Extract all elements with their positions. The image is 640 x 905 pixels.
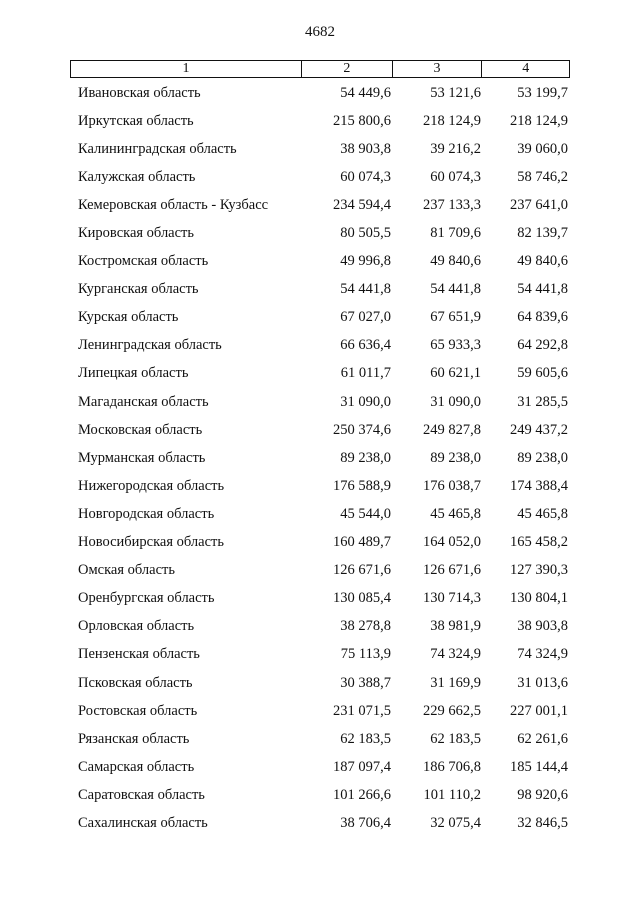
column-2-value: 38 903,8: [340, 140, 391, 157]
column-2-value: 160 489,7: [333, 534, 391, 551]
region-name-cell: Оренбургская область: [78, 590, 215, 607]
region-name-cell: Рязанская область: [78, 730, 190, 747]
region-name-cell: Магаданская область: [78, 393, 209, 410]
column-2-value: 215 800,6: [333, 112, 391, 129]
table-row: [70, 557, 570, 585]
column-4-value: 89 238,0: [517, 449, 568, 466]
column-2-value: 49 996,8: [340, 253, 391, 270]
region-name-cell: Ленинградская область: [78, 337, 222, 354]
column-4-value: 127 390,3: [510, 562, 568, 579]
table-row: [70, 781, 570, 809]
column-header-3: 3: [393, 61, 483, 77]
region-name-cell: Ивановская область: [78, 84, 201, 101]
column-4-value: 53 199,7: [517, 84, 568, 101]
column-2-value: 38 278,8: [340, 618, 391, 635]
column-2-value: 54 441,8: [340, 281, 391, 298]
region-name-cell: Новгородская область: [78, 505, 215, 522]
column-4-value: 185 144,4: [510, 758, 568, 775]
region-name-cell: Ростовская область: [78, 702, 198, 719]
column-2-value: 80 505,5: [340, 225, 391, 242]
table-row: [70, 163, 570, 191]
table-row: [70, 809, 570, 837]
column-3-value: 38 981,9: [430, 618, 481, 635]
column-3-value: 81 709,6: [430, 225, 481, 242]
column-4-value: 130 804,1: [510, 590, 568, 607]
column-3-value: 60 621,1: [430, 365, 481, 382]
table-header-row: [70, 60, 570, 78]
column-4-value: 74 324,9: [517, 646, 568, 663]
region-name-cell: Московская область: [78, 421, 203, 438]
column-4-value: 38 903,8: [517, 618, 568, 635]
table-row: [70, 725, 570, 753]
column-2-value: 89 238,0: [340, 449, 391, 466]
page-number: 4682: [305, 24, 335, 40]
region-name-cell: Липецкая область: [78, 365, 189, 382]
column-3-value: 60 074,3: [430, 168, 481, 185]
table-row: [70, 669, 570, 697]
column-2-value: 45 544,0: [340, 505, 391, 522]
column-2-value: 234 594,4: [333, 196, 391, 213]
table-row: [70, 332, 570, 360]
region-name-cell: Нижегородская область: [78, 477, 225, 494]
table-row: [70, 107, 570, 135]
column-header-2: 2: [302, 61, 393, 77]
column-3-value: 74 324,9: [430, 646, 481, 663]
region-name-cell: Сахалинская область: [78, 814, 208, 831]
column-3-value: 62 183,5: [430, 730, 481, 747]
table-row: [70, 613, 570, 641]
table-row: [70, 219, 570, 247]
region-name-cell: Пензенская область: [78, 646, 200, 663]
column-2-value: 130 085,4: [333, 590, 391, 607]
column-2-value: 250 374,6: [333, 421, 391, 438]
table-row: [70, 135, 570, 163]
column-3-value: 130 714,3: [423, 590, 481, 607]
table-row: [70, 641, 570, 669]
region-name-cell: Омская область: [78, 562, 175, 579]
column-4-value: 31 285,5: [517, 393, 568, 410]
region-name-cell: Саратовская область: [78, 786, 205, 803]
table-row: [70, 248, 570, 276]
column-2-value: 62 183,5: [340, 730, 391, 747]
column-3-value: 31 090,0: [430, 393, 481, 410]
column-2-value: 126 671,6: [333, 562, 391, 579]
region-name-cell: Кировская область: [78, 225, 195, 242]
table-row: [70, 585, 570, 613]
column-3-value: 186 706,8: [423, 758, 481, 775]
column-4-value: 59 605,6: [517, 365, 568, 382]
region-name-cell: Новосибирская область: [78, 534, 224, 551]
column-4-value: 64 292,8: [517, 337, 568, 354]
region-name-cell: Орловская область: [78, 618, 195, 635]
column-3-value: 53 121,6: [430, 84, 481, 101]
column-2-value: 75 113,9: [340, 646, 391, 663]
column-4-value: 45 465,8: [517, 505, 568, 522]
column-4-value: 82 139,7: [517, 225, 568, 242]
table-row: [70, 276, 570, 304]
column-3-value: 65 933,3: [430, 337, 481, 354]
column-3-value: 218 124,9: [423, 112, 481, 129]
region-name-cell: Самарская область: [78, 758, 195, 775]
column-2-value: 31 090,0: [340, 393, 391, 410]
column-4-value: 58 746,2: [517, 168, 568, 185]
table-row: [70, 79, 570, 107]
column-3-value: 45 465,8: [430, 505, 481, 522]
region-name-cell: Калужская область: [78, 168, 196, 185]
column-3-value: 237 133,3: [423, 196, 481, 213]
column-2-value: 231 071,5: [333, 702, 391, 719]
column-2-value: 54 449,6: [340, 84, 391, 101]
region-name-cell: Мурманская область: [78, 449, 206, 466]
column-2-value: 61 011,7: [340, 365, 391, 382]
table-body: [70, 79, 570, 838]
table-row: [70, 753, 570, 781]
column-2-value: 60 074,3: [340, 168, 391, 185]
column-2-value: 187 097,4: [333, 758, 391, 775]
region-name-cell: Курганская область: [78, 281, 199, 298]
region-name-cell: Псковская область: [78, 674, 193, 691]
table-row: [70, 416, 570, 444]
column-3-value: 176 038,7: [423, 477, 481, 494]
region-name-cell: Костромская область: [78, 253, 209, 270]
column-2-value: 101 266,6: [333, 786, 391, 803]
column-4-value: 39 060,0: [517, 140, 568, 157]
table-row: [70, 529, 570, 557]
column-4-value: 165 458,2: [510, 534, 568, 551]
region-name-cell: Кемеровская область - Кузбасс: [78, 196, 269, 213]
table-row: [70, 697, 570, 725]
column-4-value: 218 124,9: [510, 112, 568, 129]
column-2-value: 67 027,0: [340, 309, 391, 326]
column-3-value: 49 840,6: [430, 253, 481, 270]
table-row: [70, 191, 570, 219]
column-3-value: 89 238,0: [430, 449, 481, 466]
column-3-value: 101 110,2: [423, 786, 481, 803]
column-4-value: 32 846,5: [517, 814, 568, 831]
table-row: [70, 444, 570, 472]
column-3-value: 249 827,8: [423, 421, 481, 438]
table-row: [70, 388, 570, 416]
column-3-value: 126 671,6: [423, 562, 481, 579]
column-4-value: 174 388,4: [510, 477, 568, 494]
column-4-value: 64 839,6: [517, 309, 568, 326]
column-4-value: 249 437,2: [510, 421, 568, 438]
column-3-value: 229 662,5: [423, 702, 481, 719]
region-name-cell: Калининградская область: [78, 140, 237, 157]
column-4-value: 62 261,6: [517, 730, 568, 747]
column-4-value: 31 013,6: [517, 674, 568, 691]
column-2-value: 176 588,9: [333, 477, 391, 494]
column-2-value: 38 706,4: [340, 814, 391, 831]
column-3-value: 39 216,2: [430, 140, 481, 157]
table-row: [70, 360, 570, 388]
table-row: [70, 304, 570, 332]
column-header-4: 4: [522, 61, 530, 76]
column-2-value: 66 636,4: [340, 337, 391, 354]
column-4-value: 237 641,0: [510, 196, 568, 213]
table-row: [70, 500, 570, 528]
column-3-value: 32 075,4: [430, 814, 481, 831]
column-4-value: 227 001,1: [510, 702, 568, 719]
column-2-value: 30 388,7: [340, 674, 391, 691]
region-name-cell: Иркутская область: [78, 112, 194, 129]
region-name-cell: Курская область: [78, 309, 179, 326]
column-3-value: 164 052,0: [423, 534, 481, 551]
column-4-value: 49 840,6: [517, 253, 568, 270]
column-3-value: 31 169,9: [430, 674, 481, 691]
column-3-value: 67 651,9: [430, 309, 481, 326]
table-row: [70, 472, 570, 500]
column-4-value: 54 441,8: [517, 281, 568, 298]
column-3-value: 54 441,8: [430, 281, 481, 298]
column-header-1: 1: [71, 61, 302, 77]
column-4-value: 98 920,6: [517, 786, 568, 803]
